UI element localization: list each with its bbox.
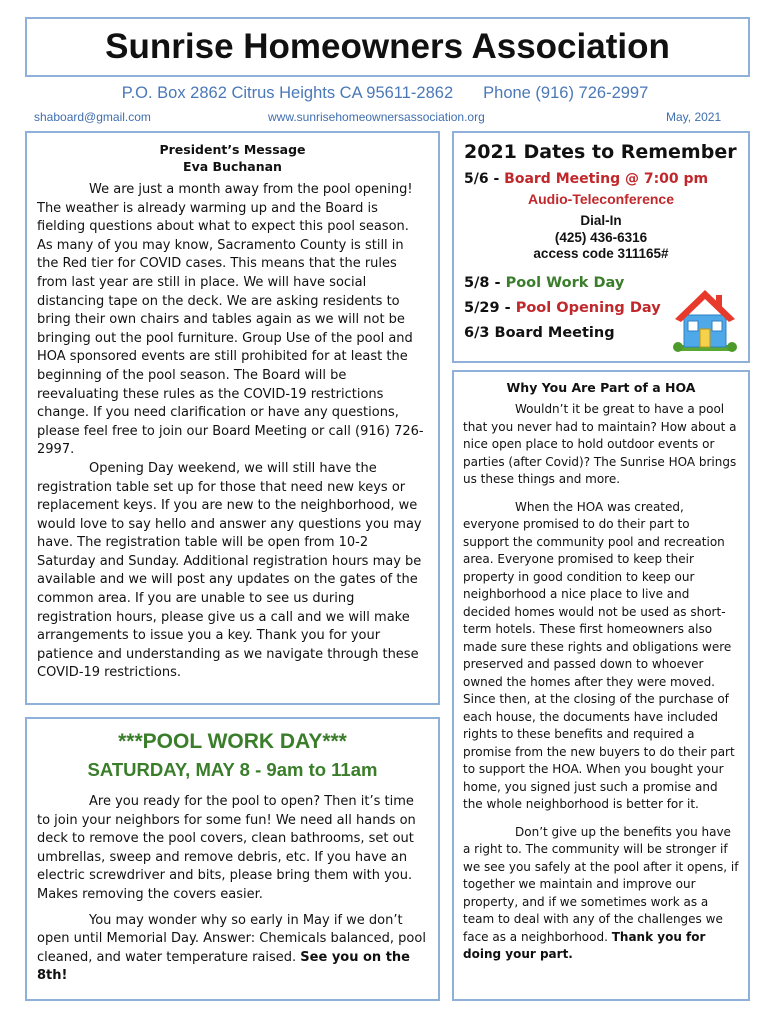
title-box xyxy=(25,17,750,77)
dial-in-number: (425) 436-6316 xyxy=(554,229,648,245)
issue-date: May, 2021 xyxy=(666,110,722,124)
date-label: 5/6 - xyxy=(464,171,505,187)
event-label: Pool Work Day xyxy=(505,274,625,291)
president-name: Eva Buchanan xyxy=(183,159,282,174)
why-hoa-text: Don’t give up the benefits you have a right to. The community will be stronger if we see you safely at the pool after it opens, if together we maintain and improve our property, and if we sometimes work as a team to deal with any of the challenges we face as a neighborhood. xyxy=(463,824,739,944)
email-address: shaboard@gmail.com xyxy=(34,110,151,124)
why-hoa-paragraph: Wouldn’t it be great to have a pool that you never had to maintain? How about a nice open place to hold outdoor events or parties (after Covid)? The Sunrise HOA brings us these things and more. xyxy=(463,402,737,486)
pool-work-paragraph xyxy=(37,912,428,986)
event-label: Pool Opening Day xyxy=(515,299,661,316)
date-label: 5/29 - xyxy=(464,299,516,316)
thank-you-text: Thank you for doing your part. xyxy=(463,929,706,961)
why-hoa-paragraph: When the HOA was created, everyone promised to do their part to support the community pool and recreation area. Everyone promised to keep their property in good condition to keep our neighborhood a nice place to live and decided homes would not be used as short-term hotels. These first homeowners also made sure these rights and obligations were preserved and passed down to whoever owned the homes after they were moved. Since then, at the closing of the purchase of each house, the documents have included rights to these benefits and required a promise from the new buyers to do their part to support the HOA. When you bought your home, you signed just such a promise and the whole neighborhood is better for it. xyxy=(463,499,735,811)
why-hoa-title: Why You Are Part of a HOA xyxy=(506,380,696,395)
pool-work-text: You may wonder why so early in May if we don’t open until Memorial Day. Answer: Chemicals balanced, pool cleaned, and water temperature raised. xyxy=(37,912,426,965)
why-hoa-paragraph xyxy=(463,824,739,964)
presidents-paragraph: Opening Day weekend, we will still have the registration table set up for those that need new keys or replacement keys. If you are new to the neighborhood, we would love to say hello and answer any questions you may have. The registration table will be open from 10-2 Saturday and Sunday. Additional registration hours may be available and we will post any updates on the gates of the common area. If you are unable to see us during registration hours, please give us a call and we will make arrangements to issue you a key. Thank you for your patience and understanding as we navigate through these COVID-19 restrictions. xyxy=(37,460,422,681)
website-url: www.sunrisehomeownersassociation.org xyxy=(268,110,485,124)
audio-teleconference-label: Audio-Teleconference xyxy=(528,191,674,207)
pool-work-subtitle: SATURDAY, MAY 8 - 9am to 11am xyxy=(87,759,378,780)
date-label: 5/8 - xyxy=(464,274,506,291)
date-label: 6/3 Board Meeting xyxy=(464,324,615,341)
presidents-paragraph: We are just a month away from the pool opening! The weather is already warming up and the Board is fielding questions about what to expect this pool season. As many of you may know, Sacramento County is still in the Red tier for COVID cases. This means that the rules from last year are still in place. We will have social distancing tape on the deck. We are asking residents to bring their own chairs and tables again as we will not be bringing out the pool furniture. Group Use of the pool and HOA sponsored events are still prohibited for at least the beginning of the pool season. The Board will be reevaluating these rules as the COVID-19 restrictions change. If you need clarification or have any questions, please feel free to join our Board Meeting or call (916) 726-2997. xyxy=(37,182,424,458)
pool-work-title: ***POOL WORK DAY*** xyxy=(118,730,347,753)
house-icon xyxy=(672,287,738,355)
why-hoa-box xyxy=(452,370,750,1001)
date-item xyxy=(464,170,738,189)
dial-in-label: Dial-In xyxy=(580,213,622,228)
presidents-message-heading xyxy=(37,141,428,175)
event-label: Board Meeting @ 7:00 pm xyxy=(504,171,709,187)
see-you-text: See you on the 8th! xyxy=(37,949,411,984)
dial-in-info xyxy=(464,213,738,263)
postal-address: P.O. Box 2862 Citrus Heights CA 95611-2862 xyxy=(121,84,454,102)
address-line xyxy=(0,84,770,103)
pool-work-paragraph: Are you ready for the pool to open? Then it’s time to join your neighbors for some fun! We need all hands on deck to remove the pool covers, clean bathrooms, set out umbrellas, sweep and remove debris, etc. If you have an electric screwdriver and bits, please bring them with you. Makes removing the covers easier. xyxy=(37,794,416,902)
phone-number: Phone (916) 726-2997 xyxy=(483,84,649,102)
presidents-message-box xyxy=(25,131,440,705)
access-code: access code 311165# xyxy=(533,246,669,261)
message-heading: President’s Message xyxy=(159,142,306,157)
newsletter-title: Sunrise Homeowners Association xyxy=(105,27,670,66)
pool-work-day-box xyxy=(25,717,440,1001)
dates-title: 2021 Dates to Remember xyxy=(464,141,737,163)
